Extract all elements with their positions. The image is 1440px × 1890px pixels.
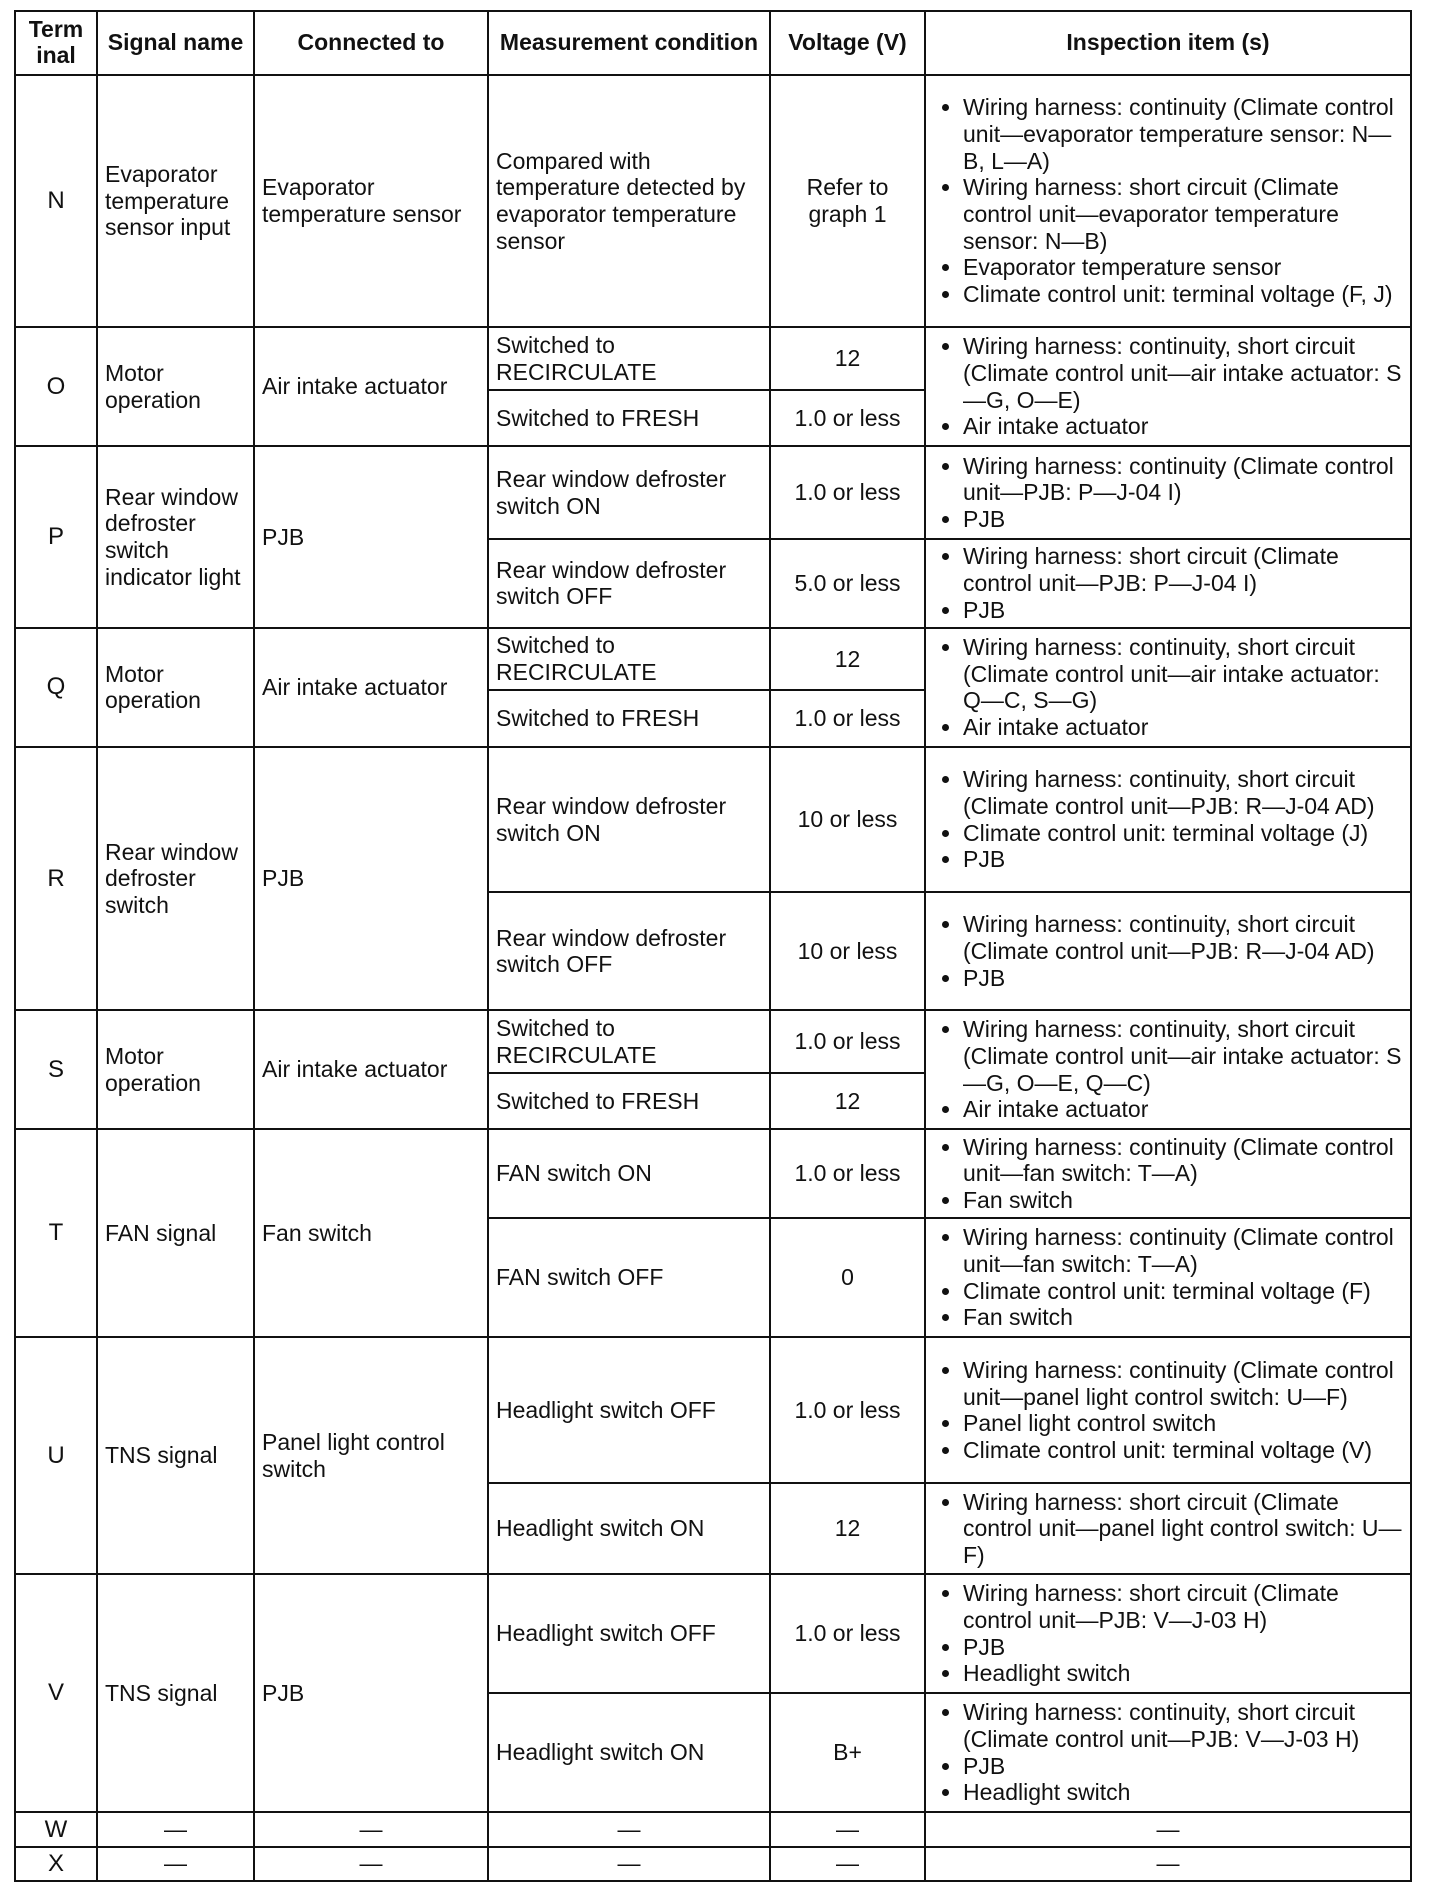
inspection-items-cell (925, 1574, 1411, 1693)
inspection-item: • Panel light control switch (963, 1410, 1403, 1437)
terminal-cell: X (15, 1847, 97, 1881)
voltage-cell: 1.0 or less (770, 1574, 925, 1693)
inspection-items-cell (925, 747, 1411, 892)
inspection-items-cell: — (925, 1847, 1411, 1881)
connected-to-cell: — (254, 1812, 488, 1846)
signal-name-cell: Rear window defroster switch indicator light (97, 446, 254, 628)
signal-name-cell: Motor operation (97, 1010, 254, 1129)
terminal-cell: T (15, 1129, 97, 1337)
condition-cell: Rear window defroster switch OFF (488, 539, 770, 628)
inspection-items-cell: — (925, 1812, 1411, 1846)
table-row (15, 1129, 1411, 1218)
condition-cell: — (488, 1812, 770, 1846)
header-inspection-items: Inspection item (s) (925, 11, 1411, 75)
table-row (15, 75, 1411, 327)
inspection-items-cell (925, 1693, 1411, 1812)
header-signal-name: Signal name (97, 11, 254, 75)
table-row (15, 1337, 1411, 1483)
connected-to-cell: PJB (254, 1574, 488, 1812)
inspection-item: • Wiring harness: continuity (Climate control unit—fan switch: T—A) (963, 1224, 1403, 1277)
condition-cell: Headlight switch ON (488, 1483, 770, 1574)
inspection-item: • Evaporator temperature sensor (963, 254, 1403, 281)
connected-to-cell: Air intake actuator (254, 628, 488, 747)
inspection-item: • Climate control unit: terminal voltage (J) (963, 820, 1403, 847)
table-row (15, 327, 1411, 390)
terminal-cell: S (15, 1010, 97, 1129)
inspection-items-cell (925, 1483, 1411, 1574)
voltage-cell: 1.0 or less (770, 1337, 925, 1483)
condition-cell: Headlight switch OFF (488, 1337, 770, 1483)
voltage-cell: 1.0 or less (770, 1129, 925, 1218)
header-voltage: Voltage (V) (770, 11, 925, 75)
signal-name-cell: FAN signal (97, 1129, 254, 1337)
table-row (15, 1010, 1411, 1073)
inspection-items-cell (925, 327, 1411, 446)
condition-cell: Switched to FRESH (488, 690, 770, 747)
connected-to-cell: Fan switch (254, 1129, 488, 1337)
terminal-cell: V (15, 1574, 97, 1812)
header-row (15, 11, 1411, 75)
signal-name-cell: — (97, 1847, 254, 1881)
condition-cell: Headlight switch OFF (488, 1574, 770, 1693)
header-connected-to: Connected to (254, 11, 488, 75)
voltage-cell: 0 (770, 1218, 925, 1337)
condition-cell: Switched to RECIRCULATE (488, 1010, 770, 1073)
inspection-item: • Fan switch (963, 1304, 1403, 1331)
signal-name-cell: Rear window defroster switch (97, 747, 254, 1010)
inspection-item: • PJB (963, 1634, 1403, 1661)
inspection-item: • Wiring harness: short circuit (Climate control unit—PJB: P—J-04 I) (963, 543, 1403, 596)
inspection-item: • Wiring harness: continuity, short circuit (Climate control unit—air intake actuator: Q—C, S—G) (963, 634, 1403, 714)
inspection-item: • Wiring harness: short circuit (Climate control unit—evaporator temperature sensor: N—B) (963, 174, 1403, 254)
condition-cell: FAN switch ON (488, 1129, 770, 1218)
inspection-item: • Wiring harness: continuity (Climate control unit—panel light control switch: U—F) (963, 1357, 1403, 1410)
inspection-item: • Climate control unit: terminal voltage (V) (963, 1437, 1403, 1464)
table-row (15, 446, 1411, 539)
voltage-cell: 1.0 or less (770, 690, 925, 747)
table-row (15, 628, 1411, 691)
inspection-item: • Air intake actuator (963, 714, 1403, 741)
inspection-items-cell (925, 892, 1411, 1010)
voltage-cell: 10 or less (770, 747, 925, 892)
condition-cell: Rear window defroster switch OFF (488, 892, 770, 1010)
inspection-item: • Wiring harness: continuity (Climate control unit—PJB: P—J-04 I) (963, 453, 1403, 506)
signal-name-cell: Evaporator temperature sensor input (97, 75, 254, 327)
voltage-cell: 1.0 or less (770, 446, 925, 539)
connected-to-cell: Panel light control switch (254, 1337, 488, 1574)
inspection-item: • Climate control unit: terminal voltage (F) (963, 1278, 1403, 1305)
inspection-item: • PJB (963, 965, 1403, 992)
condition-cell: FAN switch OFF (488, 1218, 770, 1337)
table-row (15, 1574, 1411, 1693)
inspection-item: • Wiring harness: continuity, short circuit (Climate control unit—PJB: R—J-04 AD) (963, 766, 1403, 819)
connected-to-cell: — (254, 1847, 488, 1881)
voltage-cell: 1.0 or less (770, 1010, 925, 1073)
header-terminal: Term inal (15, 11, 97, 75)
inspection-items-cell (925, 1218, 1411, 1337)
connected-to-cell: Air intake actuator (254, 1010, 488, 1129)
inspection-item: • Wiring harness: continuity, short circuit (Climate control unit—PJB: V—J-03 H) (963, 1699, 1403, 1752)
inspection-item: • Headlight switch (963, 1660, 1403, 1687)
inspection-item: • PJB (963, 597, 1403, 624)
inspection-items-cell (925, 446, 1411, 539)
inspection-item: • Air intake actuator (963, 1096, 1403, 1123)
condition-cell: Switched to RECIRCULATE (488, 628, 770, 691)
connected-to-cell: Evaporator temperature sensor (254, 75, 488, 327)
table-row (15, 747, 1411, 892)
voltage-cell: Refer to graph 1 (770, 75, 925, 327)
inspection-item: • Wiring harness: continuity, short circuit (Climate control unit—PJB: R—J-04 AD) (963, 911, 1403, 964)
signal-name-cell: Motor operation (97, 327, 254, 446)
inspection-item: • Wiring harness: continuity (Climate control unit—fan switch: T—A) (963, 1134, 1403, 1187)
inspection-item: • Air intake actuator (963, 413, 1403, 440)
condition-cell: Switched to FRESH (488, 390, 770, 447)
inspection-item: • Climate control unit: terminal voltage (F, J) (963, 281, 1403, 308)
inspection-items-cell (925, 628, 1411, 747)
terminal-cell: N (15, 75, 97, 327)
voltage-cell: 12 (770, 1483, 925, 1574)
inspection-items-cell (925, 75, 1411, 327)
inspection-items-cell (925, 539, 1411, 628)
inspection-item: • Wiring harness: short circuit (Climate control unit—panel light control switch: U—F) (963, 1489, 1403, 1569)
table-row (15, 1812, 1411, 1846)
voltage-cell: — (770, 1847, 925, 1881)
inspection-items-cell (925, 1337, 1411, 1483)
terminal-cell: Q (15, 628, 97, 747)
voltage-cell: B+ (770, 1693, 925, 1812)
inspection-item: • PJB (963, 506, 1403, 533)
inspection-item: • Fan switch (963, 1187, 1403, 1214)
inspection-item: • Wiring harness: continuity, short circuit (Climate control unit—air intake actuator: S—G, O—E) (963, 333, 1403, 413)
inspection-item: • Wiring harness: continuity (Climate control unit—evaporator temperature sensor: N—B, L—A) (963, 94, 1403, 174)
terminal-cell: R (15, 747, 97, 1010)
terminal-inspection-table (14, 10, 1412, 1882)
inspection-item: • PJB (963, 1753, 1403, 1780)
inspection-items-cell (925, 1010, 1411, 1129)
voltage-cell: 12 (770, 327, 925, 390)
connected-to-cell: PJB (254, 747, 488, 1010)
connected-to-cell: PJB (254, 446, 488, 628)
terminal-cell: P (15, 446, 97, 628)
voltage-cell: 12 (770, 1073, 925, 1130)
voltage-cell: 5.0 or less (770, 539, 925, 628)
inspection-item: • Wiring harness: short circuit (Climate control unit—PJB: V—J-03 H) (963, 1580, 1403, 1633)
condition-cell: — (488, 1847, 770, 1881)
terminal-cell: O (15, 327, 97, 446)
terminal-cell: W (15, 1812, 97, 1846)
condition-cell: Compared with temperature detected by evaporator temperature sensor (488, 75, 770, 327)
inspection-items-cell (925, 1129, 1411, 1218)
signal-name-cell: TNS signal (97, 1337, 254, 1574)
table-row (15, 1847, 1411, 1881)
condition-cell: Headlight switch ON (488, 1693, 770, 1812)
signal-name-cell: TNS signal (97, 1574, 254, 1812)
condition-cell: Rear window defroster switch ON (488, 747, 770, 892)
condition-cell: Rear window defroster switch ON (488, 446, 770, 539)
voltage-cell: 1.0 or less (770, 390, 925, 447)
condition-cell: Switched to FRESH (488, 1073, 770, 1130)
voltage-cell: 10 or less (770, 892, 925, 1010)
header-measurement-condition: Measurement condition (488, 11, 770, 75)
terminal-cell: U (15, 1337, 97, 1574)
signal-name-cell: Motor operation (97, 628, 254, 747)
inspection-item: • Headlight switch (963, 1779, 1403, 1806)
signal-name-cell: — (97, 1812, 254, 1846)
inspection-item: • Wiring harness: continuity, short circuit (Climate control unit—air intake actuator: S—G, O—E, Q—C) (963, 1016, 1403, 1096)
connected-to-cell: Air intake actuator (254, 327, 488, 446)
voltage-cell: 12 (770, 628, 925, 691)
inspection-item: • PJB (963, 846, 1403, 873)
condition-cell: Switched to RECIRCULATE (488, 327, 770, 390)
voltage-cell: — (770, 1812, 925, 1846)
